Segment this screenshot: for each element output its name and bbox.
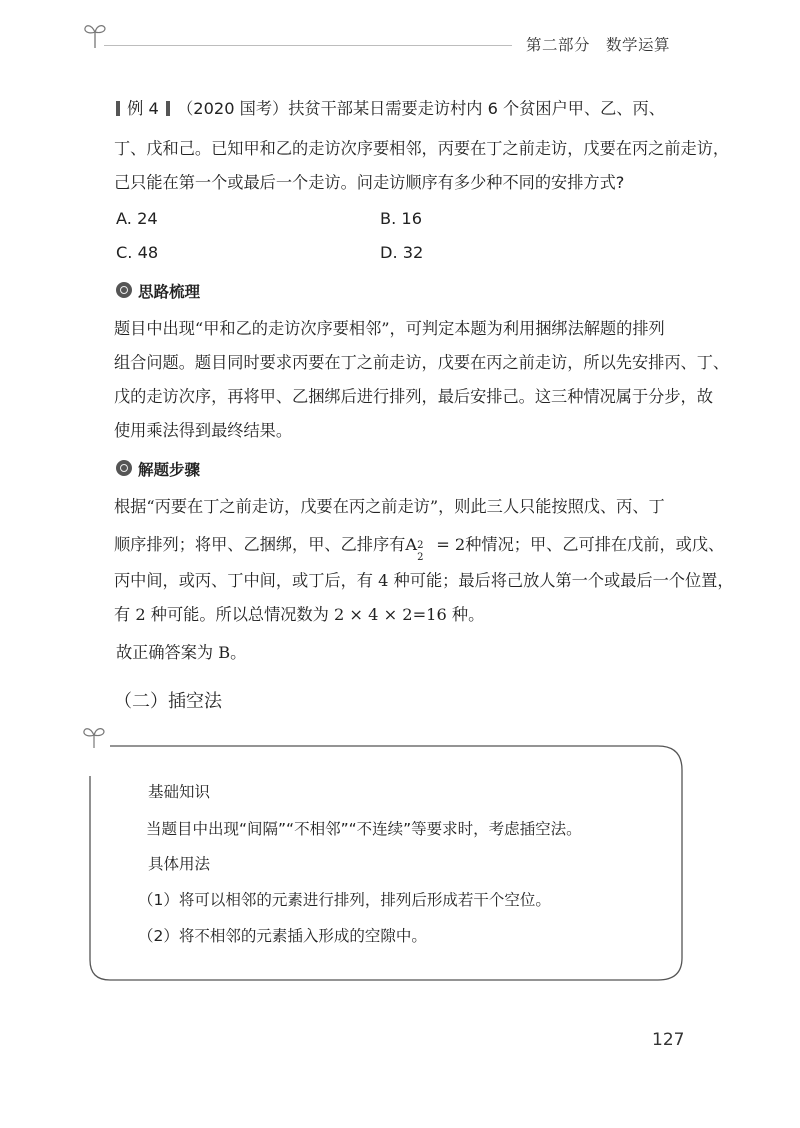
solution-title: 解题步骤	[138, 461, 201, 479]
solution-line-1: 根据“丙要在丁之前走访，戊要在丙之前走访”，则此三人只能按照戊、丙、丁	[114, 497, 665, 516]
usage-step-2: （2）将不相邻的元素插入形成的空隙中。	[138, 927, 427, 945]
analysis-line-3: 戊的走访次序，再将甲、乙捆绑后进行排列，最后安排己。这三种情况属于分步，故	[114, 387, 713, 406]
option-c: C. 48	[116, 243, 159, 262]
page-number: 127	[652, 1030, 685, 1050]
solution-bullet-icon	[116, 460, 132, 476]
analysis-line-1: 题目中出现“甲和乙的走访次序要相邻”，可判定本题为利用捆绑法解题的排列	[114, 319, 665, 338]
analysis-line-2: 组合问题。题目同时要求丙要在丁之前走访，戊要在丙之前走访，所以先安排丙、丁、	[114, 353, 730, 372]
usage-step-1: （1）将可以相邻的元素进行排列，排列后形成若干个空位。	[138, 891, 551, 909]
option-d: D. 32	[380, 243, 424, 262]
subsection-title: （二）插空法	[114, 691, 222, 712]
analysis-line-4: 使用乘法得到最终结果。	[114, 421, 293, 440]
permutation-symbol: A	[405, 535, 418, 554]
answer-line: 故正确答案为 B。	[116, 643, 247, 662]
solution-line-4: 有 2 种可能。所以总情况数为 2 × 4 × 2=16 种。	[114, 605, 485, 624]
analysis-title: 思路梳理	[138, 283, 201, 301]
option-a: A. 24	[116, 209, 158, 228]
header-rule	[104, 45, 512, 46]
sprout-icon	[84, 729, 104, 748]
knowledge-line-1: 当题目中出现“间隔”“不相邻”“不连续”等要求时，考虑插空法。	[146, 820, 582, 838]
solution-line-3: 丙中间，或丙、丁中间，或丁后，有 4 种可能；最后将己放人第一个或最后一个位置，	[114, 571, 734, 590]
analysis-bullet-icon	[116, 282, 132, 298]
example-label: 例 4	[127, 99, 159, 118]
knowledge-heading: 基础知识	[148, 783, 211, 801]
permutation-sub: 2	[417, 552, 424, 563]
example-intro: （2020 国考）扶贫干部某日需要走访村内 6 个贫困户甲、乙、丙、	[177, 99, 665, 118]
marker-bar	[116, 101, 120, 116]
solution-line-2-pre: 顺序排列；将甲、乙捆绑，甲、乙排序有	[114, 535, 406, 554]
example-line-2: 丁、戊和己。已知甲和乙的走访次序要相邻，丙要在丁之前走访，戊要在丙之前走访，	[114, 139, 730, 158]
marker-bar	[166, 101, 170, 116]
option-b: B. 16	[380, 209, 422, 228]
running-header: 第二部分 数学运算	[526, 36, 671, 54]
example-line-1	[114, 98, 665, 120]
permutation-sup: 2	[417, 540, 424, 551]
solution-line-2	[114, 534, 725, 563]
example-line-3: 己只能在第一个或最后一个走访。问走访顺序有多少种不同的安排方式?	[114, 173, 625, 192]
solution-line-2-post: = 2种情况；甲、乙可排在戊前，或戊、	[431, 535, 725, 554]
usage-heading: 具体用法	[148, 855, 211, 873]
